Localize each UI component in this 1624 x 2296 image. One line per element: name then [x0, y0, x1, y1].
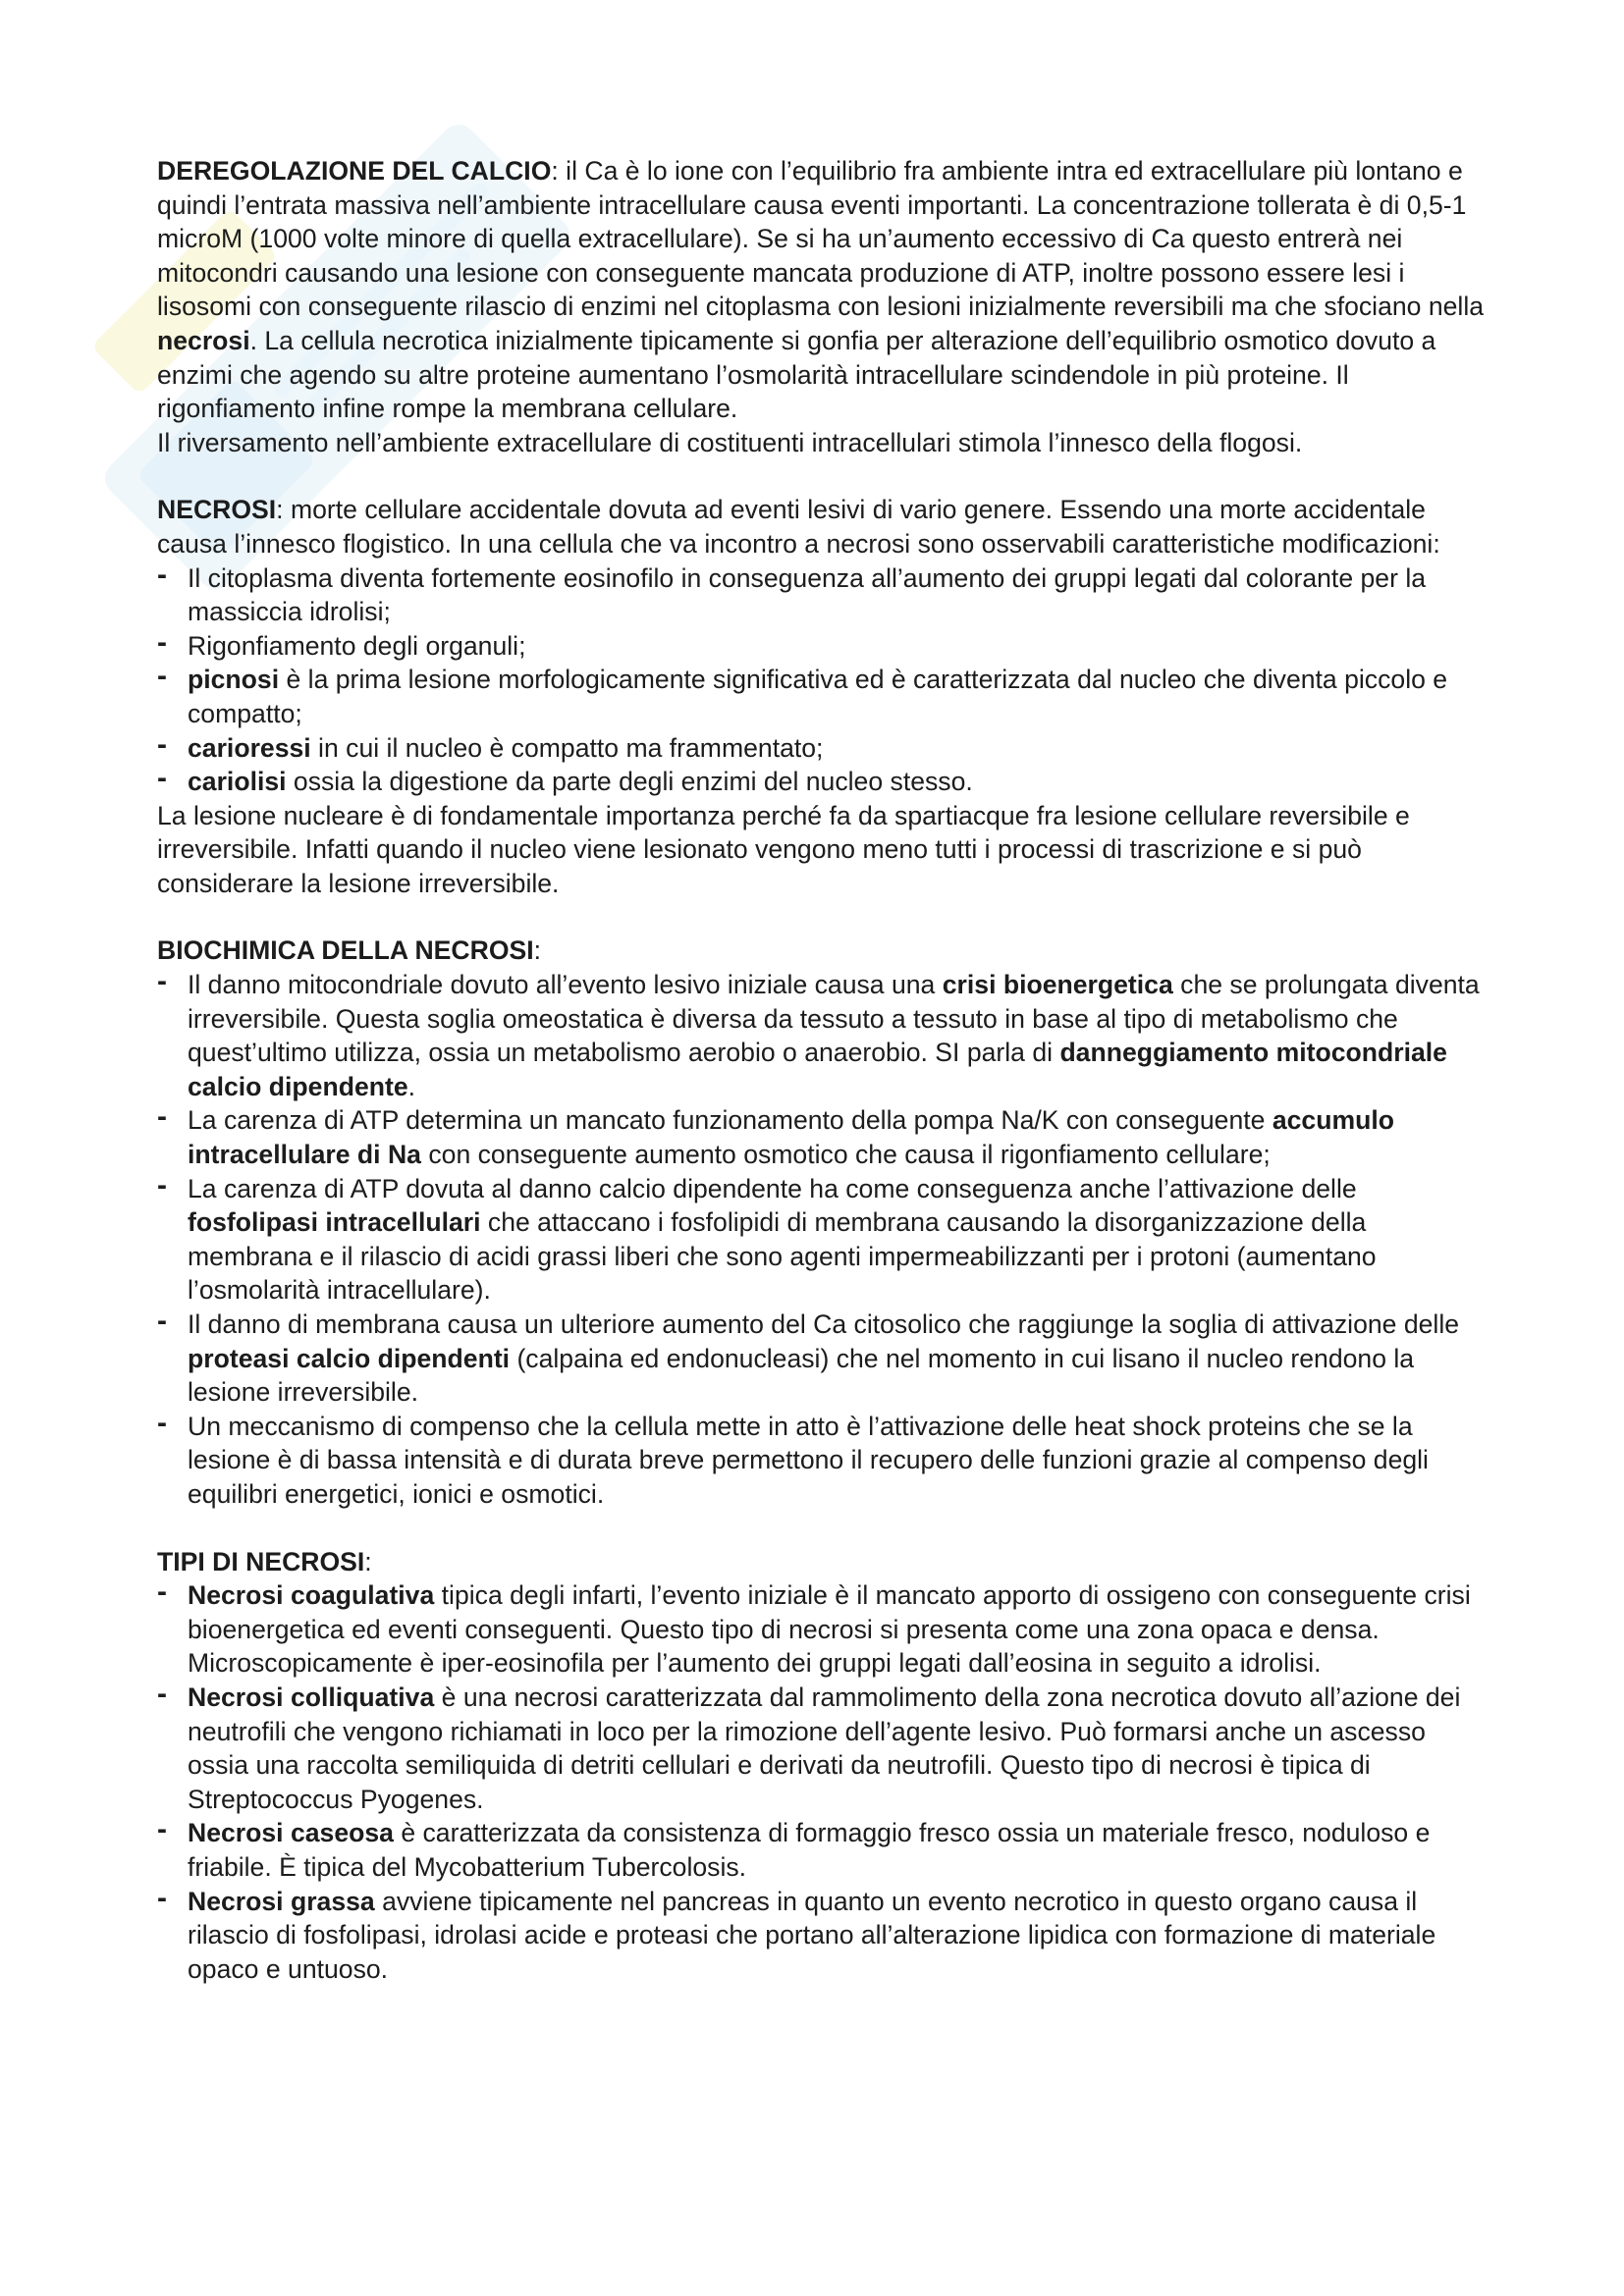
list-item: - La carenza di ATP determina un mancato funzionamento della pompa Na/K con conseguente accumulo intracellulare di Na con conseguente aumento osmotico che causa il rigonfiamento cellulare;	[157, 1103, 1492, 1171]
list-item: - Un meccanismo di compenso che la cellula mette in atto è l’attivazione delle heat shock proteins che se la lesione è di bassa intensità e di durata breve permettono il recupero delle funzioni grazie al compenso degli equilibri energetici, ionici e osmotici.	[157, 1410, 1492, 1512]
list-item: - Necrosi caseosa è caratterizzata da consistenza di formaggio fresco ossia un materiale fresco, noduloso e friabile. È tipica del Mycobatterium Tubercolosis.	[157, 1816, 1492, 1884]
list-tipi	[157, 1578, 1492, 1986]
document-page	[157, 154, 1492, 1986]
paragraph-tipi-heading: TIPI DI NECROSI:	[157, 1546, 372, 1576]
heading-tipi-necrosi: TIPI DI NECROSI	[157, 1546, 365, 1576]
paragraph-biochimica-heading: BIOCHIMICA DELLA NECROSI:	[157, 935, 542, 966]
list-item: - cariolisi ossia la digestione da parte degli enzimi del nucleo stesso.	[157, 765, 1492, 799]
list-item: - La carenza di ATP dovuta al danno calcio dipendente ha come conseguenza anche l’attivazione delle fosfolipasi intracellulari che attaccano i fosfolipidi di membrana causando la disorganizzazione della membrana e il rilascio di acidi grassi liberi che sono agenti impermeabilizzanti per i protoni (aumentano l’osmolarità intracellulare).	[157, 1172, 1492, 1308]
paragraph-flogosi: Il riversamento nell’ambiente extracellulare di costituenti intracellulari stimola l’innesco della flogosi.	[157, 427, 1303, 457]
heading-biochimica: BIOCHIMICA DELLA NECROSI	[157, 935, 534, 966]
paragraph-necrosi: NECROSI: morte cellulare accidentale dovuta ad eventi lesivi di vario genere. Essendo una morte accidentale causa l’innesco flogistico. In una cellula che va incontro a necrosi sono osservabili caratteristiche modificazioni:	[157, 495, 1440, 559]
heading-necrosi: NECROSI	[157, 495, 277, 525]
list-item: - Rigonfiamento degli organuli;	[157, 629, 1492, 664]
list-item: - Il danno di membrana causa un ulteriore aumento del Ca citosolico che raggiunge la soglia di attivazione delle proteasi calcio dipendenti (calpaina ed endonucleasi) che nel momento in cui lisano il nucleo rendono la lesione irreversibile.	[157, 1308, 1492, 1410]
list-item: - Necrosi grassa avviene tipicamente nel pancreas in quanto un evento necrotico in questo organo causa il rilascio di fosfolipasi, idrolasi acide e proteasi che portano all’alterazione lipidica con formazione di materiale opaco e untuoso.	[157, 1885, 1492, 1987]
paragraph-calcio: DEREGOLAZIONE DEL CALCIO: il Ca è lo ione con l’equilibrio fra ambiente intra ed extracellulare più lontano e quindi l’entrata massiva nell’ambiente intracellulare causa eventi importanti. La concentrazione tollerata è di 0,5-1 microM (1000 volte minore di quella extracellulare). Se si ha un’aumento eccessivo di Ca questo entrerà nei mitocondri causando una lesione con conseguente mancata produzione di ATP, inoltre possono essere lesi i lisosomi con conseguente rilascio di enzimi nel citoplasma con lesioni inizialmente reversibili ma che sfociano nella necrosi. La cellula necrotica inizialmente tipicamente si gonfia per alterazione dell’equilibrio osmotico dovuto a enzimi che agendo su altre proteine aumentano l’osmolarità intracellulare scindendole in più proteine. Il rigonfiamento infine rompe la membrana cellulare.	[157, 156, 1485, 424]
list-item: - Necrosi coagulativa tipica degli infarti, l’evento iniziale è il mancato apporto di ossigeno con conseguente crisi bioenergetica ed eventi conseguenti. Questo tipo di necrosi si presenta come una zona opaca e densa. Microscopicamente è iper-eosinofila per l’aumento dei gruppi legati dall’eosina in seguito a idrolisi.	[157, 1578, 1492, 1681]
list-biochimica	[157, 968, 1492, 1512]
paragraph-lesione-nucleare: La lesione nucleare è di fondamentale importanza perché fa da spartiacque fra lesione cellulare reversibile e irreversibile. Infatti quando il nucleo viene lesionato vengono meno tutti i processi di trascrizione e si può considerare la lesione irreversibile.	[157, 800, 1410, 898]
list-modificazioni	[157, 561, 1492, 799]
list-item: - carioressi in cui il nucleo è compatto ma frammentato;	[157, 731, 1492, 766]
list-item: - picnosi è la prima lesione morfologicamente significativa ed è caratterizzata dal nucleo che diventa piccolo e compatto;	[157, 663, 1492, 730]
list-item: - Il danno mitocondriale dovuto all’evento lesivo iniziale causa una crisi bioenergetica che se prolungata diventa irreversibile. Questa soglia omeostatica è diversa da tessuto a tessuto in base al tipo di metabolismo che quest’ultimo utilizza, ossia un metabolismo aerobio o anaerobio. SI parla di danneggiamento mitocondriale calcio dipendente.	[157, 968, 1492, 1103]
list-item: - Il citoplasma diventa fortemente eosinofilo in conseguenza all’aumento dei gruppi legati dal colorante per la massiccia idrolisi;	[157, 561, 1492, 629]
list-item: - Necrosi colliquativa è una necrosi caratterizzata dal rammolimento della zona necrotica dovuto all’azione dei neutrofili che vengono richiamati in loco per la rimozione dell’agente lesivo. Può formarsi anche un ascesso ossia una raccolta semiliquida di detriti cellulari e derivati da neutrofili. Questo tipo di necrosi è tipica di Streptococcus Pyogenes.	[157, 1681, 1492, 1816]
heading-deregolazione-calcio: DEREGOLAZIONE DEL CALCIO	[157, 156, 552, 186]
